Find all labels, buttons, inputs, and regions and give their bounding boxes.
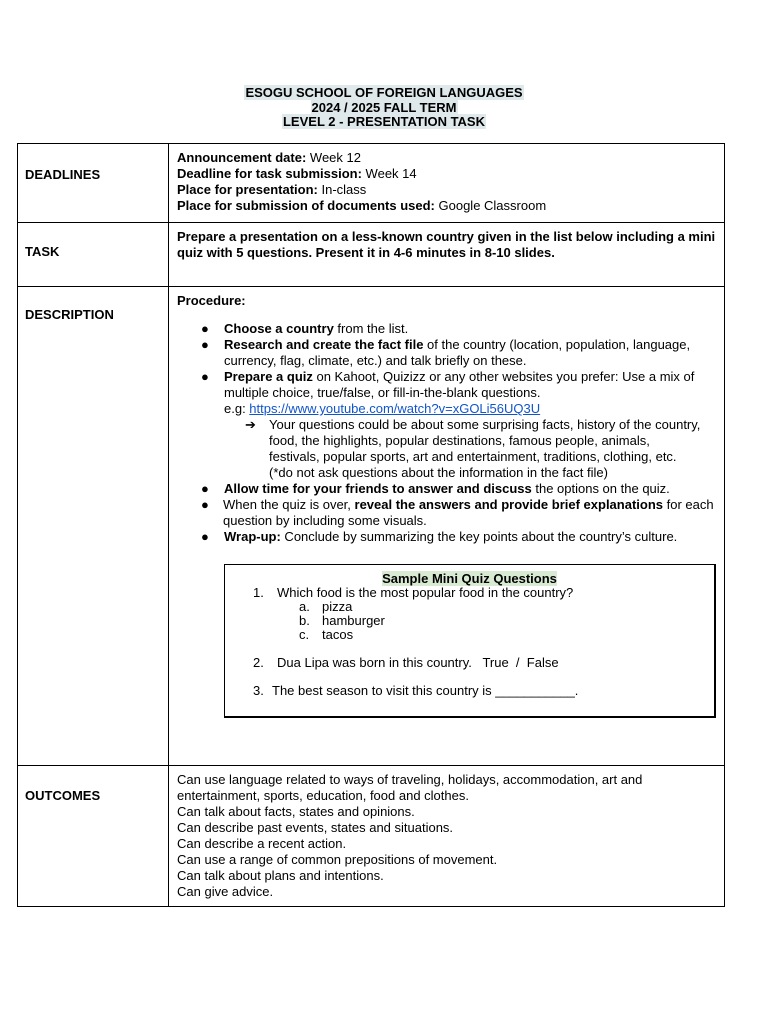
procedure-list <box>177 321 716 417</box>
example-link[interactable]: https://www.youtube.com/watch?v=xGOLi56UQ3U <box>249 401 541 416</box>
task-label: TASK <box>25 244 60 259</box>
procedure-title: Procedure: <box>177 293 246 308</box>
task-title: LEVEL 2 - PRESENTATION TASK <box>282 114 485 129</box>
list-item: ● Allow time for your friends to answer and discuss the options on the quiz. <box>201 481 670 496</box>
deadline-item: Deadline for task submission: Week 14 <box>177 166 417 181</box>
bullet-icon: ● <box>201 369 209 384</box>
quiz-question: 3. The best season to visit this country is ___________. <box>253 683 579 698</box>
outcome-line: Can describe past events, states and situations. <box>177 820 454 835</box>
outcome-line: Can describe a recent action. <box>177 836 347 851</box>
bullet-icon: ● <box>201 529 209 544</box>
quiz-question: 1. Which food is the most popular food in the country? <box>253 585 574 600</box>
quiz-option: b. hamburger <box>299 613 385 628</box>
list-item: ● Choose a country from the list. <box>201 321 409 336</box>
term: 2024 / 2025 FALL TERM <box>311 99 457 115</box>
bullet-icon: ● <box>201 337 209 352</box>
task-text: Prepare a presentation on a less-known country given in the list below including a mini quiz with 5 questions. Present it in 4-6 minutes in 8-10 slides. <box>177 229 716 260</box>
description-row <box>18 287 725 766</box>
task-table <box>17 143 725 907</box>
bullet-icon: ● <box>201 497 209 512</box>
quiz-option: c. tacos <box>299 627 354 642</box>
list-item: ● When the quiz is over, reveal the answers and provide brief explanations for each question by including some visuals. <box>201 497 714 528</box>
list-item: ● Prepare a quiz on Kahoot, Quizizz or any other websites you prefer: Use a mix of multiple choice, true/false, or fill-in-the-blank questions. e.g: https://www.youtube.com/watch?v=xGOLi56UQ3U <box>177 369 716 417</box>
deadline-item: Place for submission of documents used: Google Classroom <box>177 198 547 213</box>
list-item: ● Wrap-up: Conclude by summarizing the key points about the country’s culture. <box>201 529 678 544</box>
example: e.g: https://www.youtube.com/watch?v=xGOLi56UQ3U <box>224 401 541 416</box>
outcome-line: Can use a range of common prepositions of movement. <box>177 852 498 867</box>
outcome-line: Can use language related to ways of traveling, holidays, accommodation, art and entertainment, sports, education, food and clothes. <box>177 772 643 803</box>
quiz-title: Sample Mini Quiz Questions <box>382 571 557 586</box>
quiz-question: 2. Dua Lipa was born in this country. True / False <box>253 655 559 670</box>
deadlines-row <box>18 144 725 223</box>
sample-quiz-box <box>224 564 716 718</box>
arrow-right-icon: ➔ <box>245 417 256 432</box>
outcomes-row <box>18 766 725 907</box>
deadlines-label: DEADLINES <box>25 167 101 182</box>
outcome-line: Can talk about plans and intentions. <box>177 868 384 883</box>
deadline-item: Announcement date: Week 12 <box>177 150 361 165</box>
outcome-line: Can give advice. <box>177 884 274 899</box>
description-label: DESCRIPTION <box>25 307 114 322</box>
document-header <box>0 86 768 130</box>
bullet-icon: ● <box>201 481 209 496</box>
list-item: ● Research and create the fact file of the country (location, population, language, currency, flag, climate, etc.) and talk briefly on these. <box>201 337 691 368</box>
school-name: ESOGU SCHOOL OF FOREIGN LANGUAGES <box>245 85 523 100</box>
outcomes-label: OUTCOMES <box>25 788 101 803</box>
bullet-icon: ● <box>201 321 209 336</box>
deadline-item: Place for presentation: In-class <box>177 182 367 197</box>
quiz-option: a. pizza <box>299 599 353 614</box>
task-row <box>18 223 725 287</box>
outcome-line: Can talk about facts, states and opinions. <box>177 804 415 819</box>
sub-note: ➔ Your questions could be about some surprising facts, history of the country, food, the highlights, popular destinations, famous people, animals, festivals, popular sports, art and entertainment, traditions, clothing, etc. (*do not ask questions about the information in the fact file) <box>245 417 701 480</box>
